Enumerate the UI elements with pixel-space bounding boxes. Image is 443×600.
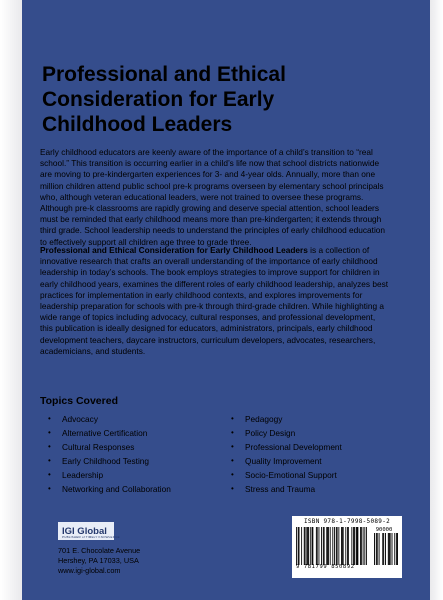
topic-label: Policy Design	[245, 428, 296, 438]
barcode-bar	[332, 527, 333, 565]
page-right-margin	[430, 0, 443, 600]
topic-item	[225, 440, 342, 454]
title-line: Professional and Ethical	[42, 63, 286, 86]
barcode-bar	[312, 527, 313, 565]
barcode-bar	[317, 527, 318, 565]
barcode-bar	[374, 533, 375, 565]
topics-list-left	[42, 412, 171, 496]
barcode-bar	[337, 527, 338, 565]
topic-item	[42, 468, 171, 482]
barcode-bar	[299, 527, 300, 565]
barcode-bar	[338, 527, 339, 565]
barcode-bar	[304, 527, 305, 565]
bullet-icon: •	[48, 470, 51, 479]
topic-item	[225, 468, 342, 482]
barcode-bar	[334, 527, 335, 565]
topic-item	[42, 454, 171, 468]
barcode-bar	[364, 527, 365, 565]
barcode-bar	[392, 533, 393, 565]
barcode-bar	[298, 527, 299, 565]
topic-label: Cultural Responses	[62, 442, 135, 452]
bullet-icon: •	[48, 414, 51, 423]
barcode-bar	[307, 527, 308, 565]
publisher-logo	[58, 522, 120, 540]
barcode-bar	[356, 527, 357, 565]
barcode-bar	[301, 527, 302, 565]
barcode-bar	[379, 533, 380, 565]
barcode-bar	[360, 527, 361, 565]
bullet-icon: •	[231, 470, 234, 479]
barcode-bar	[330, 527, 331, 565]
barcode-addon-bars	[374, 533, 398, 565]
barcode-bar	[389, 533, 390, 565]
barcode-bar	[385, 533, 386, 565]
bullet-icon: •	[48, 442, 51, 451]
topics-heading: Topics Covered	[40, 395, 118, 407]
barcode-bar	[316, 527, 317, 565]
barcode-bar	[345, 527, 346, 565]
barcode-bar	[327, 527, 328, 565]
barcode-bar	[366, 527, 367, 565]
topic-label: Networking and Collaboration	[62, 484, 171, 494]
barcode-bar	[353, 527, 354, 565]
barcode-bar	[396, 533, 397, 565]
barcode-bar	[296, 527, 297, 565]
topic-label: Leadership	[62, 470, 104, 480]
barcode-bar	[357, 527, 358, 565]
topic-item	[42, 426, 171, 440]
barcode-bar	[310, 527, 311, 565]
isbn-text: ISBN 978-1-7998-5089-2	[303, 518, 391, 525]
barcode-bar	[357, 527, 358, 565]
barcode-bar	[377, 533, 378, 565]
barcode-bar	[324, 527, 325, 565]
topic-item	[42, 482, 171, 496]
barcode-bar	[388, 533, 389, 565]
bullet-icon: •	[231, 442, 234, 451]
barcode-bar	[363, 527, 364, 565]
topic-label: Advocacy	[62, 414, 98, 424]
description-paragraph	[40, 245, 390, 357]
bullet-icon: •	[231, 484, 234, 493]
topic-label: Socio-Emotional Support	[245, 470, 337, 480]
barcode-bar	[319, 527, 320, 565]
publisher-address	[58, 546, 140, 576]
barcode-bar	[347, 527, 348, 565]
barcode-addon	[370, 527, 398, 565]
topic-item	[225, 426, 342, 440]
barcode-bar	[328, 527, 329, 565]
bullet-icon: •	[48, 484, 51, 493]
barcode-bar	[397, 533, 398, 565]
barcode-bar	[336, 527, 337, 565]
topic-item	[42, 440, 171, 454]
bullet-icon: •	[48, 428, 51, 437]
barcode-bar	[390, 533, 391, 565]
topic-item	[225, 412, 342, 426]
barcode-bar	[351, 527, 352, 565]
logo-name: IGI Global	[62, 525, 107, 537]
title-line: Consideration for Early	[42, 88, 275, 111]
barcode-bar	[326, 527, 327, 565]
barcode-bar	[354, 527, 355, 565]
ean-number: 9 781799 850892	[296, 564, 355, 570]
page-left-margin	[0, 0, 22, 600]
logo-tagline: PUBLISHER of TIMELY KNOWLEDGE	[62, 535, 120, 539]
topic-label: Professional Development	[245, 442, 342, 452]
barcode-bar	[383, 533, 384, 565]
book-title	[42, 62, 402, 137]
barcode-bar	[321, 527, 322, 565]
topic-label: Early Childhood Testing	[62, 456, 150, 466]
description-text: is a collection of innovative research that crafts an overall understanding of the importance of early childhood leadership in today’s schools. The book employs strategies to improve support for children in early childhood years, examines the different roles of early childhood leadership, analyzes best practices for implementation in early childhood contexts, and explores improvements for leadership preparation for schools with pre-k through third-grade children. While highlighting a wide range of topics including advocacy, cultural responses, and professional development, this publication is ideally designed for educators, administrators, principals, early childhood development teachers, daycare instructors, curriculum developers, advocates, researchers, academicians, and students.	[40, 245, 389, 356]
barcode-bar	[382, 533, 383, 565]
barcode-bar	[341, 527, 342, 565]
address-line: Hershey, PA 17033, USA	[58, 556, 139, 565]
barcode-bar	[348, 527, 349, 565]
title-line: Childhood Leaders	[42, 113, 233, 136]
topic-label: Alternative Certification	[62, 428, 148, 438]
address-line: 701 E. Chocolate Avenue	[58, 546, 141, 555]
barcode-bars-row	[296, 527, 398, 565]
bullet-icon: •	[48, 456, 51, 465]
bullet-icon: •	[231, 414, 234, 423]
topic-item	[42, 412, 171, 426]
description-title: Professional and Ethical Consideration for Early Childhood Leaders	[40, 245, 308, 255]
barcode-main-bars	[296, 527, 367, 565]
barcode-bar	[361, 527, 362, 565]
addon-number: 90000	[375, 527, 393, 533]
barcode-bar	[306, 527, 307, 565]
barcode-bar	[376, 533, 377, 565]
intro-paragraph: Early childhood educators are keenly aware of the importance of a child’s transition to “real school.” This transition is occurring earlier in a child’s life now that school districts nationwide are moving to pre-kindergarten experiences for 3- and 4-year olds. Annually, more than one million children attend public school pre-k programs overseen by elementary school principals who, although veteran educational leaders, were not trained to oversee these programs. Although pre-k classrooms are rapidly growing and deserve special attention, school leaders must be reminded that early childhood means more than pre-kindergarten; it extends through third grade. School leadership needs to understand the principles of early childhood education to effectively support all children age three to grade three.	[40, 147, 386, 247]
barcode-bar	[312, 527, 313, 565]
barcode-bar	[305, 527, 306, 565]
topic-label: Quality Improvement	[245, 456, 322, 466]
topic-item	[225, 454, 342, 468]
bullet-icon: •	[231, 456, 234, 465]
barcode-bar	[308, 527, 309, 565]
address-line: www.igi-global.com	[58, 566, 121, 575]
topics-list-right	[225, 412, 342, 496]
barcode	[292, 516, 402, 578]
bullet-icon: •	[231, 428, 234, 437]
barcode-bar	[342, 527, 343, 565]
barcode-bar	[394, 533, 395, 565]
topic-label: Stress and Trauma	[245, 484, 316, 494]
topic-label: Pedagogy	[245, 414, 283, 424]
barcode-bar	[323, 527, 324, 565]
topic-item	[225, 482, 342, 496]
barcode-bar	[343, 527, 344, 565]
